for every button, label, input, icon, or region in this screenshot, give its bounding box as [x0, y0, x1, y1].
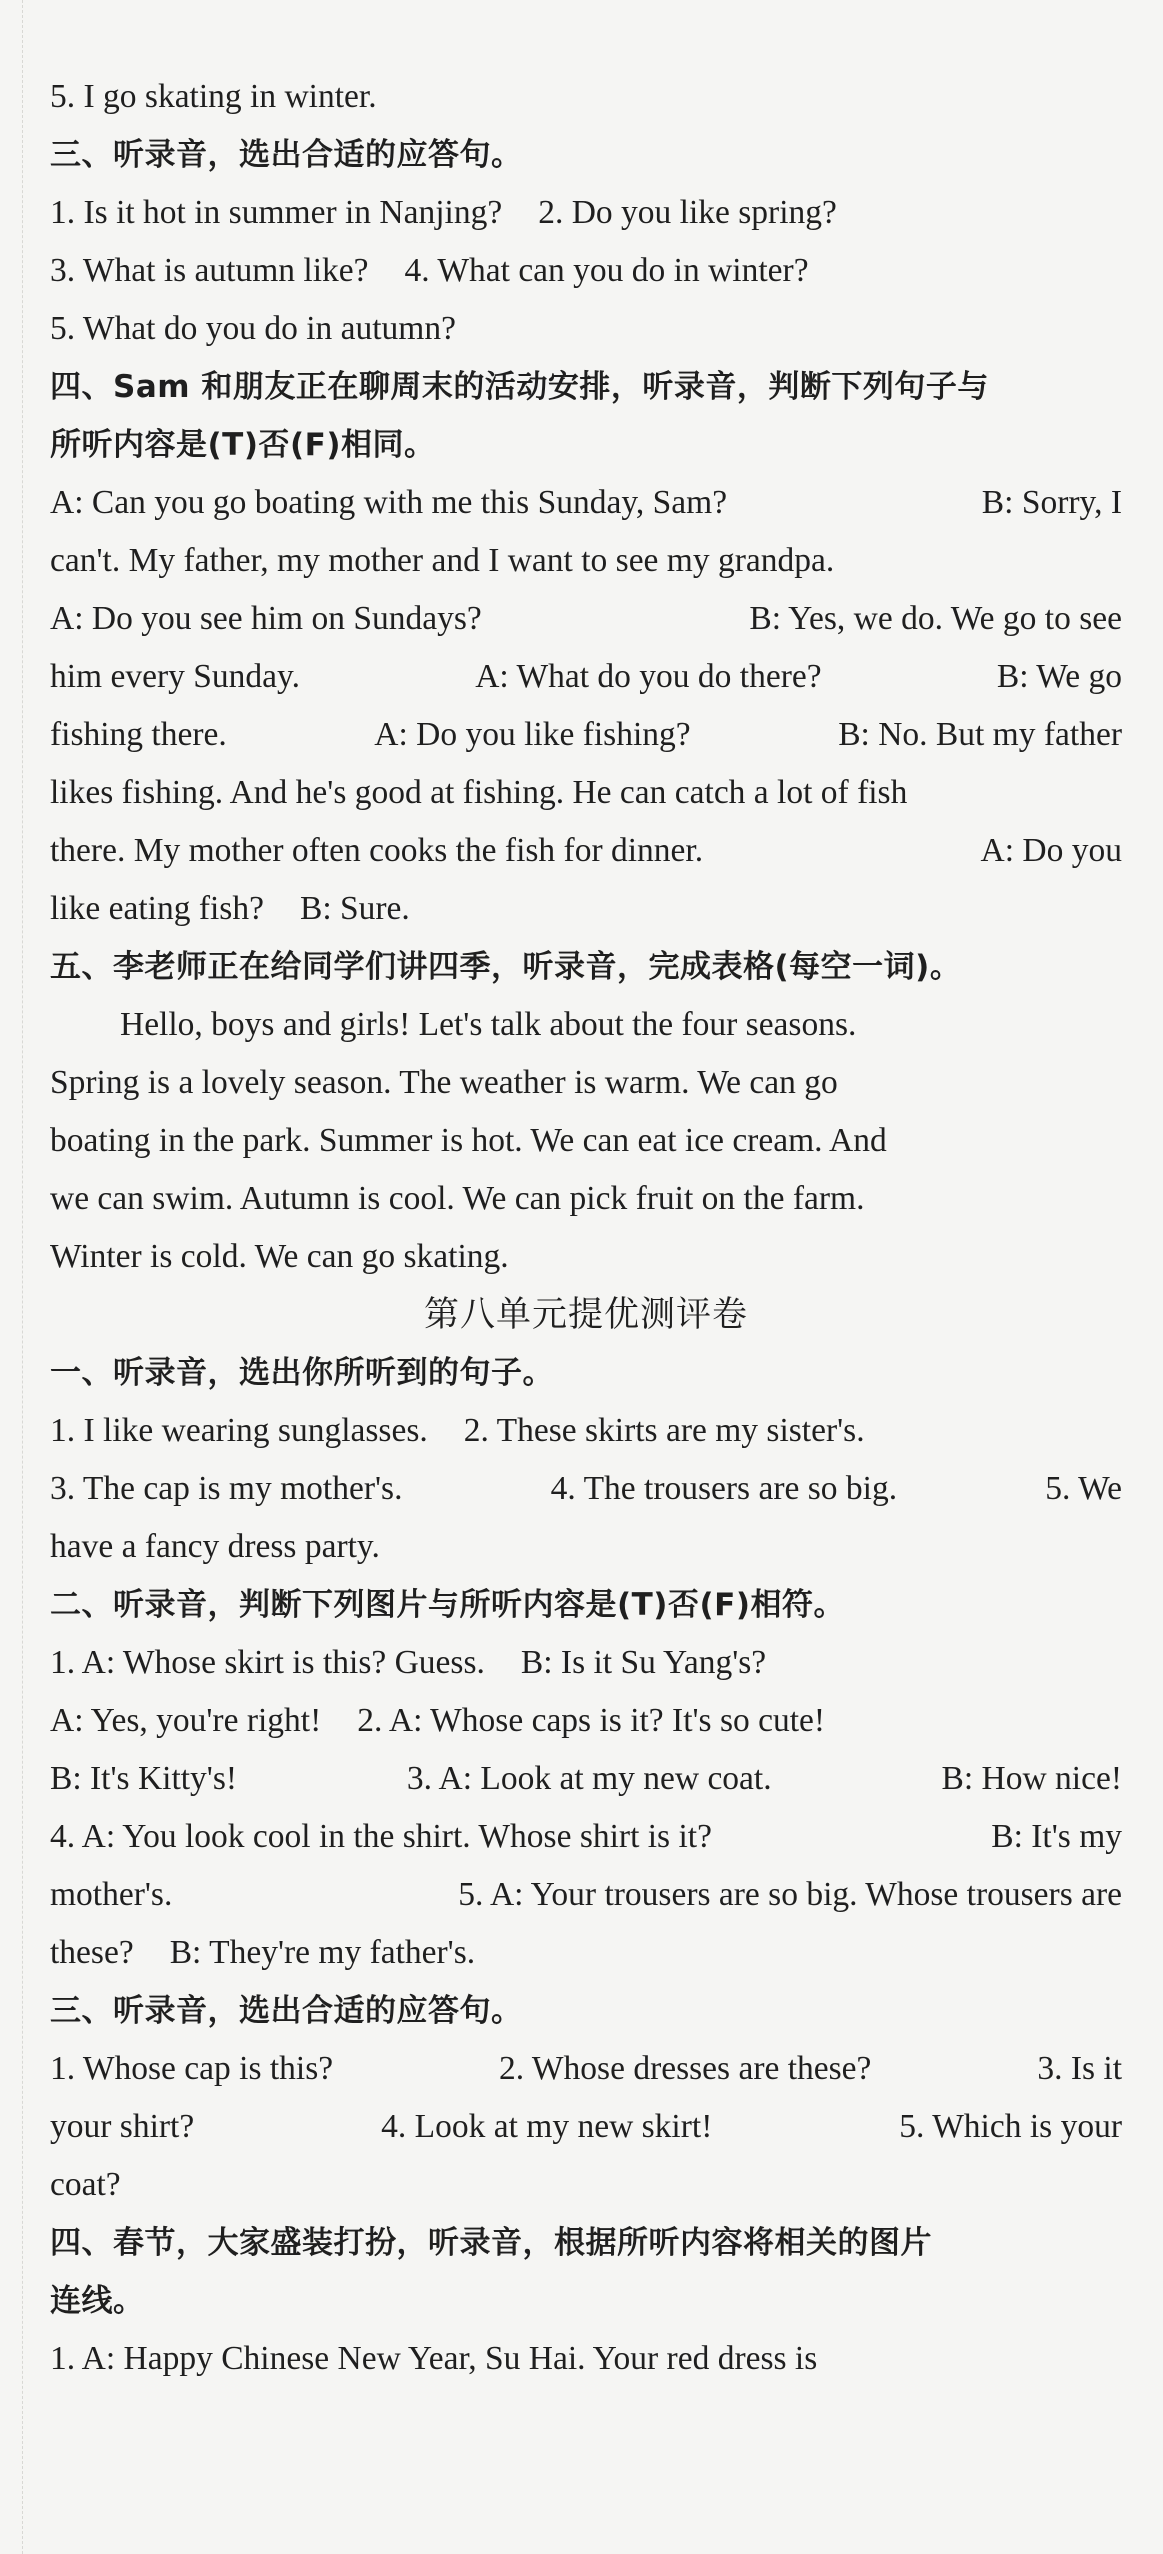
paragraph-line: Winter is cold. We can go skating. — [50, 1238, 509, 1275]
section-heading-continued: 连线。 — [50, 2283, 145, 2319]
text-line: 3. What is autumn like? 4. What can you do in winter? — [50, 252, 809, 289]
section-heading: 四、春节，大家盛装打扮，听录音，根据所听内容将相关的图片 — [50, 2225, 932, 2261]
paragraph-line: we can swim. Autumn is cool. We can pick fruit on the farm. — [50, 1180, 865, 1217]
document-content — [50, 68, 1122, 2388]
dialogue-line: 1. A: Happy Chinese New Year, Su Hai. Your red dress is — [50, 2340, 818, 2377]
dialogue-line: like eating fish? B: Sure. — [50, 890, 410, 927]
section-heading: 五、李老师正在给同学们讲四季，听录音，完成表格(每空一词)。 — [50, 949, 962, 985]
dialogue-line: can't. My father, my mother and I want to see my grandpa. — [50, 542, 835, 579]
dialogue-line: likes fishing. And he's good at fishing. He can catch a lot of fish — [50, 774, 908, 811]
dialogue-line: A: Can you go boating with me this Sunday, Sam? B: Sorry, I — [50, 484, 1122, 521]
dialogue-line: him every Sunday. A: What do you do there? B: We go — [50, 658, 1122, 695]
paragraph-line: boating in the park. Summer is hot. We can eat ice cream. And — [50, 1122, 887, 1159]
text-line: have a fancy dress party. — [50, 1528, 380, 1565]
text-line: 5. What do you do in autumn? — [50, 310, 456, 347]
paragraph-line: Spring is a lovely season. The weather is warm. We can go — [50, 1064, 838, 1101]
text-line: 3. The cap is my mother's. 4. The trousers are so big. 5. We — [50, 1470, 1122, 1507]
margin-guide-line — [22, 0, 23, 2554]
text-line: 1. Whose cap is this? 2. Whose dresses are these? 3. Is it — [50, 2050, 1122, 2087]
text-line: 1. I like wearing sunglasses. 2. These skirts are my sister's. — [50, 1412, 865, 1449]
dialogue-line: A: Yes, you're right! 2. A: Whose caps is it? It's so cute! — [50, 1702, 826, 1739]
dialogue-line: A: Do you see him on Sundays? B: Yes, we do. We go to see — [50, 600, 1122, 637]
unit-title: 第八单元提优测评卷 — [423, 1295, 748, 1335]
section-heading: 一、听录音，选出你所听到的句子。 — [50, 1355, 554, 1391]
text-line: your shirt? 4. Look at my new skirt! 5. Which is your — [50, 2108, 1122, 2145]
dialogue-line: mother's. 5. A: Your trousers are so big. Whose trousers are — [50, 1876, 1122, 1913]
paragraph-line: Hello, boys and girls! Let's talk about the four seasons. — [120, 1006, 857, 1043]
dialogue-line: these? B: They're my father's. — [50, 1934, 476, 1971]
dialogue-line: fishing there. A: Do you like fishing? B: No. But my father — [50, 716, 1122, 753]
section-heading: 二、听录音，判断下列图片与所听内容是(T)否(F)相符。 — [50, 1587, 845, 1623]
dialogue-line: B: It's Kitty's! 3. A: Look at my new coat. B: How nice! — [50, 1760, 1122, 1797]
section-heading: 三、听录音，选出合适的应答句。 — [50, 1993, 523, 2029]
dialogue-line: there. My mother often cooks the fish for dinner. A: Do you — [50, 832, 1122, 869]
section-heading: 四、Sam 和朋友正在聊周末的活动安排，听录音，判断下列句子与 — [50, 369, 989, 405]
text-line: 5. I go skating in winter. — [50, 78, 377, 115]
section-heading-continued: 所听内容是(T)否(F)相同。 — [50, 427, 436, 463]
section-heading: 三、听录音，选出合适的应答句。 — [50, 137, 523, 173]
dialogue-line: 4. A: You look cool in the shirt. Whose shirt is it? B: It's my — [50, 1818, 1122, 1855]
text-line: coat? — [50, 2166, 121, 2203]
dialogue-line: 1. A: Whose skirt is this? Guess. B: Is it Su Yang's? — [50, 1644, 767, 1681]
text-line: 1. Is it hot in summer in Nanjing? 2. Do you like spring? — [50, 194, 837, 231]
